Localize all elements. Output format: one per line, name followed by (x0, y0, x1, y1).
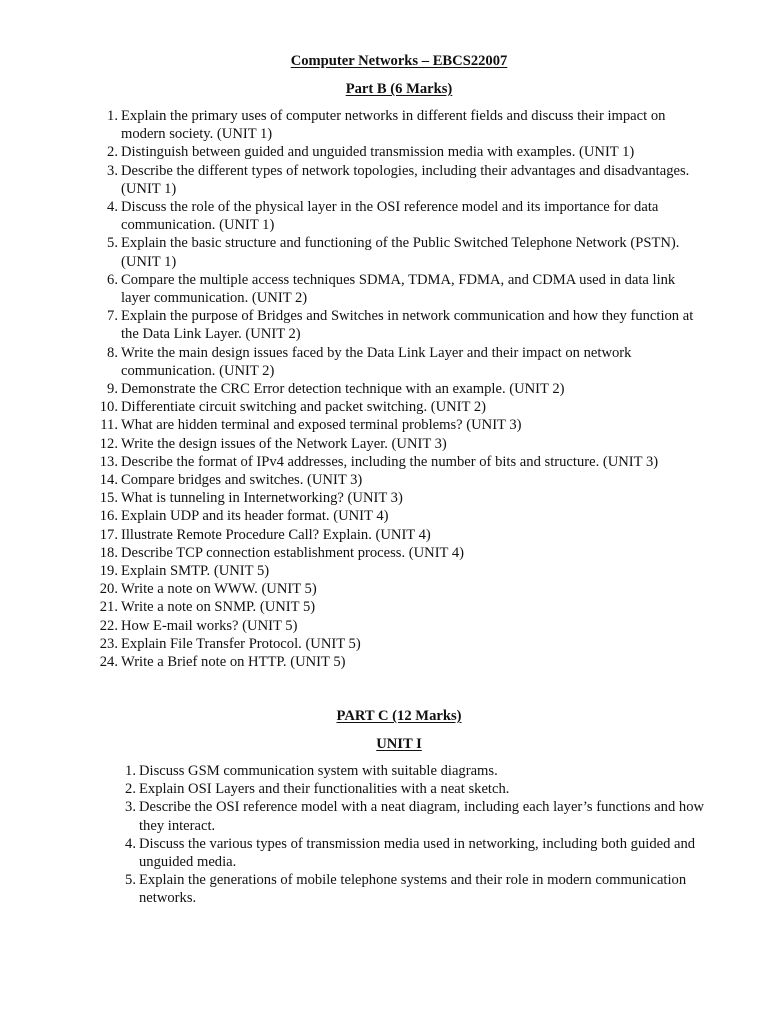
question-number: 24. (99, 654, 118, 671)
question-text: Differentiate circuit switching and packet switching. (UNIT 2) (121, 399, 487, 416)
question-number: 2. (125, 781, 136, 798)
question-item (96, 107, 706, 143)
question-text: Explain OSI Layers and their functionalities with a neat sketch. (139, 781, 510, 798)
question-text: Write a Brief note on HTTP. (UNIT 5) (121, 654, 346, 671)
question-item (114, 871, 714, 907)
document-title: Computer Networks – EBCS22007 (290, 53, 508, 69)
question-number: 2. (107, 144, 118, 161)
part-b-heading: Part B (6 Marks) (345, 81, 453, 97)
question-text: Write a note on WWW. (UNIT 5) (121, 581, 317, 598)
question-text: Distinguish between guided and unguided transmission media with examples. (UNIT 1) (121, 144, 635, 161)
question-item (96, 143, 706, 161)
question-item (96, 471, 706, 489)
question-item (96, 544, 706, 562)
question-item (114, 762, 714, 780)
question-text: Illustrate Remote Procedure Call? Explain. (UNIT 4) (121, 526, 431, 543)
question-item (96, 162, 706, 198)
question-text: Describe the OSI reference model with a neat diagram, including each layer’s functions and how they interact. (139, 799, 705, 834)
question-number: 17. (99, 526, 118, 543)
question-item (96, 398, 706, 416)
question-number: 9. (107, 381, 118, 398)
question-number: 14. (99, 472, 118, 489)
question-number: 10. (99, 399, 118, 416)
question-text: Discuss GSM communication system with suitable diagrams. (139, 763, 498, 779)
question-number: 12. (99, 435, 118, 452)
question-text: Write the main design issues faced by the Data Link Layer and their impact on network communication. (UNIT 2) (121, 344, 632, 379)
question-text: Explain the generations of mobile telephone systems and their role in modern communication networks. (139, 872, 687, 907)
question-item (114, 798, 714, 834)
question-text: Describe the different types of network topologies, including their advantages and disadvantages. (UNIT 1) (121, 162, 690, 197)
question-number: 1. (125, 763, 136, 779)
question-item (114, 780, 714, 798)
question-text: Explain SMTP. (UNIT 5) (121, 563, 270, 580)
question-text: How E-mail works? (UNIT 5) (121, 617, 298, 634)
question-text: Discuss the various types of transmission media used in networking, including both guided and unguided media. (139, 835, 696, 871)
question-number: 5. (107, 235, 118, 252)
question-text: Write a note on SNMP. (UNIT 5) (121, 599, 316, 616)
question-number: 5. (125, 872, 136, 889)
question-number: 3. (125, 799, 136, 816)
question-item (96, 344, 706, 380)
question-text: What is tunneling in Internetworking? (UNIT 3) (121, 490, 403, 507)
question-number: 7. (107, 308, 118, 325)
question-text: Describe the format of IPv4 addresses, including the number of bits and structure. (UNIT 3) (121, 453, 659, 470)
question-item (96, 653, 706, 671)
question-text: What are hidden terminal and exposed terminal problems? (UNIT 3) (121, 417, 522, 434)
part-b-question-list (96, 107, 706, 671)
question-number: 1. (107, 108, 118, 124)
question-text: Explain File Transfer Protocol. (UNIT 5) (121, 635, 361, 652)
question-text: Describe TCP connection establishment process. (UNIT 4) (121, 544, 465, 561)
question-number: 21. (99, 599, 118, 616)
question-number: 4. (125, 835, 136, 852)
question-item (96, 307, 706, 343)
part-c-heading: PART C (12 Marks) (336, 708, 462, 724)
question-item (96, 598, 706, 616)
question-item (96, 635, 706, 653)
question-item (114, 835, 714, 871)
question-item (96, 507, 706, 525)
question-item (96, 526, 706, 544)
question-text: Compare bridges and switches. (UNIT 3) (121, 472, 363, 489)
question-text: Explain UDP and its header format. (UNIT 4) (121, 508, 389, 525)
question-number: 3. (107, 162, 118, 179)
question-number: 18. (99, 544, 118, 561)
question-text: Write the design issues of the Network Layer. (UNIT 3) (121, 435, 447, 452)
part-c-question-list (114, 762, 714, 908)
question-item (96, 234, 706, 270)
question-item (96, 271, 706, 307)
question-number: 23. (99, 635, 118, 652)
question-number: 22. (99, 617, 118, 634)
question-number: 20. (99, 581, 118, 598)
question-number: 11. (100, 417, 118, 434)
question-item (96, 416, 706, 434)
question-text: Explain the purpose of Bridges and Switches in network communication and how they function at the Data Link Layer. (UNIT 2) (121, 308, 694, 343)
question-item (96, 580, 706, 598)
question-number: 13. (99, 453, 118, 470)
question-item (96, 198, 706, 234)
question-item (96, 435, 706, 453)
question-number: 15. (99, 490, 118, 507)
question-item (96, 453, 706, 471)
question-number: 6. (107, 271, 118, 288)
question-number: 19. (99, 563, 118, 580)
question-text: Compare the multiple access techniques SDMA, TDMA, FDMA, and CDMA used in data link layer communication. (UNIT 2) (121, 271, 676, 307)
question-text: Demonstrate the CRC Error detection technique with an example. (UNIT 2) (121, 381, 565, 398)
question-text: Discuss the role of the physical layer in the OSI reference model and its importance for data communication. (UNIT 1) (121, 199, 659, 234)
question-item (96, 489, 706, 507)
question-number: 16. (99, 508, 118, 525)
question-item (96, 562, 706, 580)
question-number: 8. (107, 344, 118, 361)
unit-1-heading: UNIT I (376, 736, 422, 752)
question-item (96, 617, 706, 635)
question-text: Explain the primary uses of computer networks in different fields and discuss their impact on modern society. (UNIT 1) (121, 108, 666, 143)
question-item (96, 380, 706, 398)
question-text: Explain the basic structure and functioning of the Public Switched Telephone Network (PSTN). (UNIT 1) (121, 235, 680, 270)
question-number: 4. (107, 199, 118, 216)
